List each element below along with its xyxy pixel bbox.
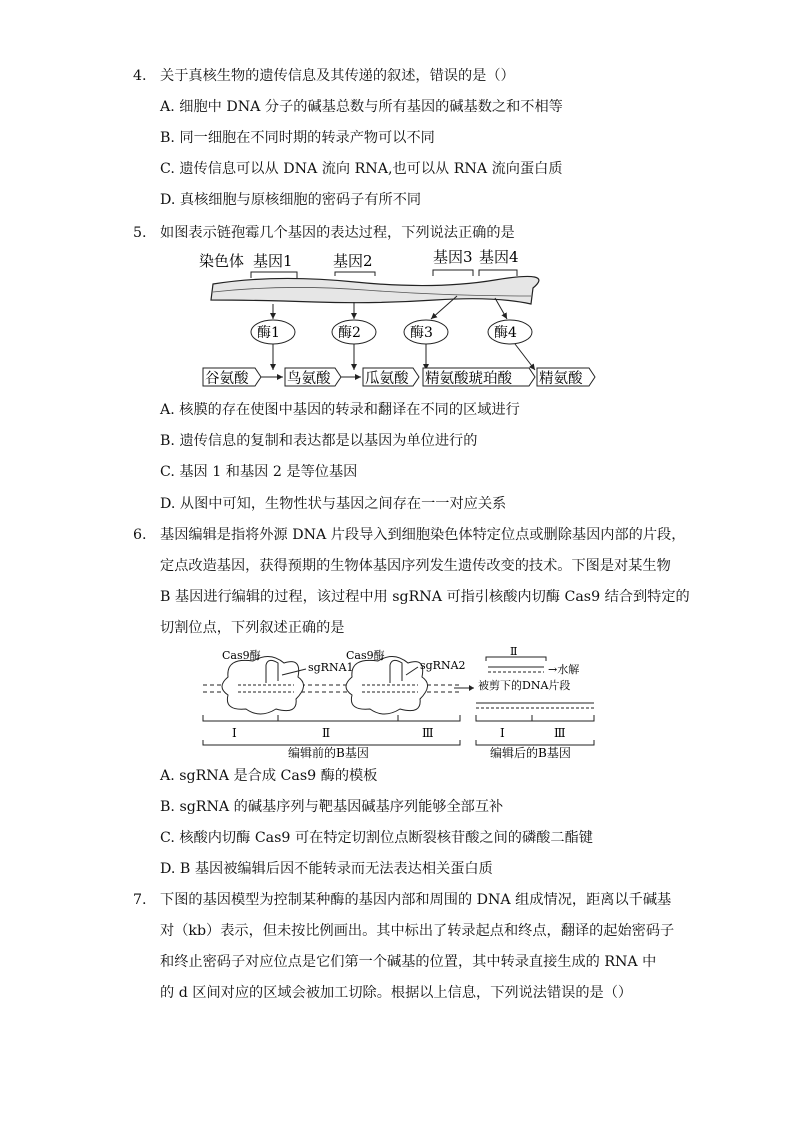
cas9-enzyme-2: [346, 656, 428, 714]
region-1: Ⅰ: [232, 726, 237, 740]
q6-option-c: C. 核酸内切酶 Cas9 可在特定切割位点断裂核苷酸之间的磷酸二酯键: [160, 830, 593, 846]
q4-option-d: D. 真核细胞与原核细胞的密码子有所不同: [160, 192, 422, 208]
chromosome-band: [211, 276, 539, 304]
enzyme-4: 酶4: [494, 325, 517, 341]
product-4: 精氨酸琥珀酸: [425, 371, 512, 387]
product-1: 谷氨酸: [205, 371, 249, 387]
product-5: 精氨酸: [539, 371, 583, 387]
q6-stem-line-3: B 基因进行编辑的过程，该过程中用 sgRNA 可指引核酸内切酶 Cas9 结合到特定的: [160, 589, 690, 605]
q6-option-d: D. B 基因被编辑后因不能转录而无法表达相关蛋白质: [160, 861, 493, 877]
gene-expression-diagram: [195, 246, 605, 391]
region-2: Ⅱ: [322, 726, 331, 740]
cut-dna-label: 被剪下的DNA片段: [478, 679, 571, 692]
q7-stem-line-3: 和终止密码子对应位点是它们第一个碱基的位置，其中转录直接生成的 RNA 中: [160, 954, 657, 970]
q5-option-a: A. 核膜的存在使图中基因的转录和翻译在不同的区域进行: [160, 402, 520, 418]
gene-3-label: 基因3: [433, 248, 473, 266]
enzyme-2: 酶2: [338, 325, 361, 341]
gene-editing-diagram: [198, 645, 598, 760]
q7-stem-line-1: 下图的基因模型为控制某种酶的基因内部和周围的 DNA 组成情况，距离以千碱基: [160, 892, 672, 908]
after-region-3: Ⅲ: [554, 726, 566, 740]
enzyme-1: 酶1: [257, 325, 280, 341]
q4-stem: 关于真核生物的遗传信息及其传递的叙述，错误的是（）: [160, 68, 515, 84]
sgrna2-label: sgRNA2: [420, 659, 466, 672]
cas9-label-2: Cas9酶: [346, 649, 385, 662]
cut-fragment-label: Ⅱ: [510, 645, 518, 658]
q4-option-a: A. 细胞中 DNA 分子的碱基总数与所有基因的碱基数之和不相等: [160, 99, 563, 115]
q4-option-c: C. 遗传信息可以从 DNA 流向 RNA,也可以从 RNA 流向蛋白质: [160, 161, 563, 177]
q6-stem-line-1: 基因编辑是指将外源 DNA 片段导入到细胞染色体特定位点或删除基因内部的片段，: [160, 527, 686, 543]
q5-number: 5.: [133, 225, 147, 241]
q4-option-b: B. 同一细胞在不同时期的转录产物可以不同: [160, 130, 435, 146]
q7-stem-line-4: 的 d 区间对应的区域会被加工切除。根据以上信息，下列说法错误的是（）: [160, 985, 633, 1001]
before-caption: 编辑前的B基因: [288, 746, 369, 760]
after-caption: 编辑后的B基因: [490, 746, 571, 760]
cas9-label-1: Cas9酶: [222, 649, 261, 662]
q6-stem-line-4: 切割位点，下列叙述正确的是: [160, 620, 345, 636]
q6-number: 6.: [133, 527, 147, 543]
hydrolysis-label: →水解: [548, 663, 580, 676]
q5-option-c: C. 基因 1 和基因 2 是等位基因: [160, 464, 358, 480]
gene-1-label: 基因1: [253, 252, 293, 270]
q5-stem: 如图表示链孢霉几个基因的表达过程，下列说法正确的是: [160, 225, 515, 241]
product-3: 瓜氨酸: [365, 371, 409, 387]
after-region-1: Ⅰ: [500, 726, 505, 740]
product-2: 鸟氨酸: [287, 371, 331, 387]
chromosome-label: 染色体: [199, 252, 245, 270]
q4-number: 4.: [133, 68, 147, 84]
sgrna1-label: sgRNA1: [308, 661, 354, 674]
q5-option-d: D. 从图中可知，生物性状与基因之间存在一一对应关系: [160, 496, 507, 512]
q6-stem-line-2: 定点改造基因，获得预期的生物体基因序列发生遗传改变的技术。下图是对某生物: [160, 558, 671, 574]
q7-stem-line-2: 对（kb）表示，但未按比例画出。其中标出了转录起点和终点，翻译的起始密码子: [160, 923, 675, 939]
gene-2-label: 基因2: [333, 252, 373, 270]
q6-option-a: A. sgRNA 是合成 Cas9 酶的模板: [160, 768, 378, 784]
q6-option-b: B. sgRNA 的碱基序列与靶基因碱基序列能够全部互补: [160, 799, 504, 815]
gene-4-label: 基因4: [479, 248, 519, 266]
q7-number: 7.: [133, 892, 147, 908]
cas9-enzyme-1: [222, 656, 304, 714]
region-3: Ⅲ: [422, 726, 434, 740]
enzyme-3: 酶3: [410, 325, 433, 341]
q5-option-b: B. 遗传信息的复制和表达都是以基因为单位进行的: [160, 433, 478, 449]
